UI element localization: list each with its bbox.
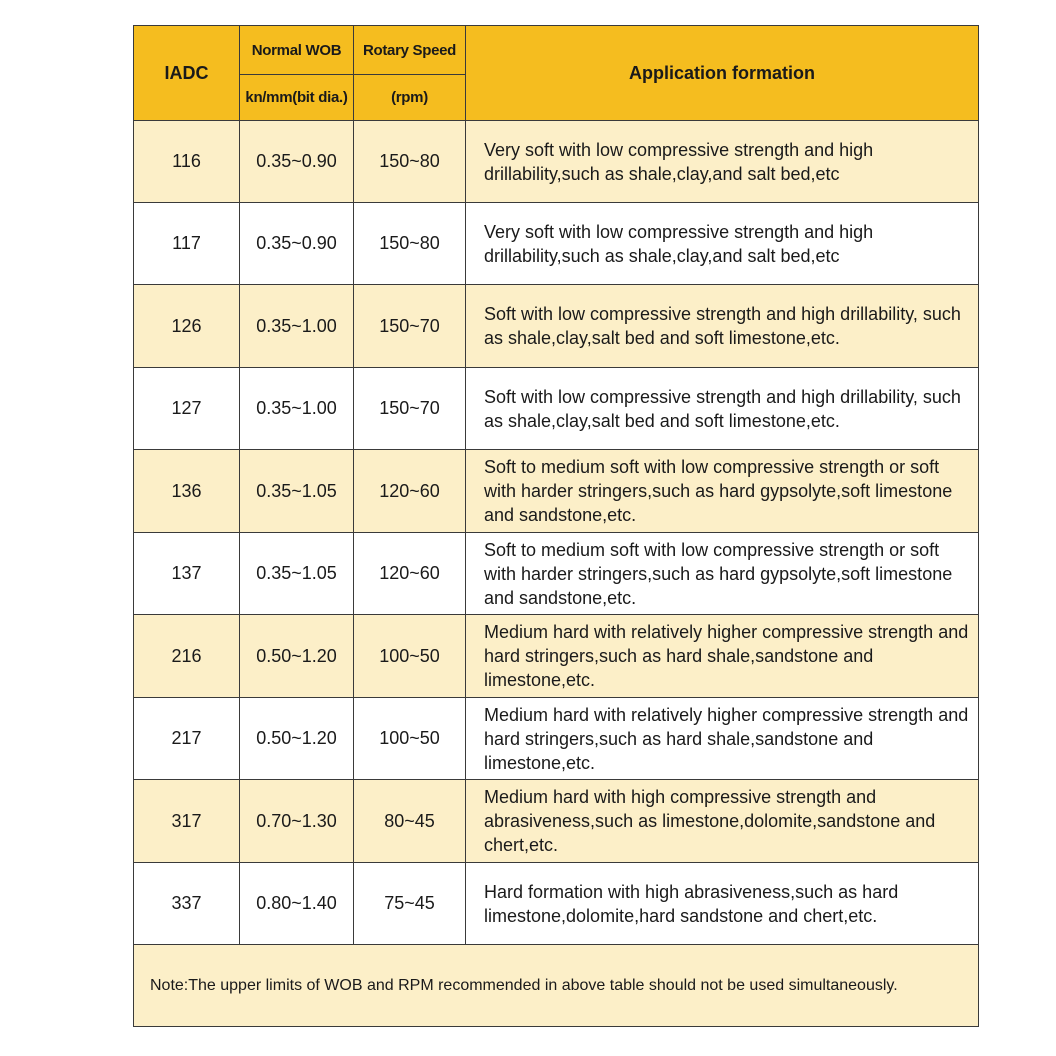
iadc-code: 337 [134,863,240,945]
rpm-value: 80~45 [354,780,466,863]
table-row [134,203,979,285]
table-row [134,368,979,450]
application-text: Medium hard with relatively higher compressive strength and hard stringers,such as hard shale,sandstone and limestone,etc. [466,698,979,780]
iadc-code: 136 [134,450,240,533]
application-text: Soft to medium soft with low compressive strength or soft with harder stringers,such as hard gypsolyte,soft limestone and sandstone,etc. [466,533,979,615]
header-rotary-speed: Rotary Speed [354,26,466,75]
header-speed-unit: (rpm) [354,75,466,121]
wob-value: 0.35~1.00 [240,285,354,368]
wob-value: 0.35~1.05 [240,450,354,533]
iadc-code: 137 [134,533,240,615]
iadc-code: 116 [134,121,240,203]
rpm-value: 150~70 [354,285,466,368]
wob-value: 0.35~0.90 [240,121,354,203]
table-note: Note:The upper limits of WOB and RPM recommended in above table should not be used simultaneously. [134,945,979,1027]
table-row [134,533,979,615]
drill-bit-spec-table [133,25,979,1027]
iadc-code: 127 [134,368,240,450]
application-text: Medium hard with high compressive strength and abrasiveness,such as limestone,dolomite,sandstone and chert,etc. [466,780,979,863]
application-text: Medium hard with relatively higher compressive strength and hard stringers,such as hard shale,sandstone and limestone,etc. [466,615,979,698]
application-text: Hard formation with high abrasiveness,such as hard limestone,dolomite,hard sandstone and chert,etc. [466,863,979,945]
table-row [134,780,979,863]
rpm-value: 100~50 [354,698,466,780]
iadc-code: 217 [134,698,240,780]
application-text: Soft with low compressive strength and high drillability, such as shale,clay,salt bed and soft limestone,etc. [466,285,979,368]
header-normal-wob: Normal WOB [240,26,354,75]
table-row [134,615,979,698]
iadc-code: 126 [134,285,240,368]
application-text: Very soft with low compressive strength and high drillability,such as shale,clay,and salt bed,etc [466,203,979,285]
table-row [134,285,979,368]
application-text: Soft to medium soft with low compressive strength or soft with harder stringers,such as hard gypsolyte,soft limestone and sandstone,etc. [466,450,979,533]
iadc-code: 117 [134,203,240,285]
header-wob-unit: kn/mm(bit dia.) [240,75,354,121]
rpm-value: 150~80 [354,203,466,285]
wob-value: 0.80~1.40 [240,863,354,945]
wob-value: 0.70~1.30 [240,780,354,863]
rpm-value: 150~70 [354,368,466,450]
wob-value: 0.35~1.05 [240,533,354,615]
table-row [134,698,979,780]
wob-value: 0.35~0.90 [240,203,354,285]
iadc-code: 216 [134,615,240,698]
header-iadc: IADC [134,26,240,121]
note-row [134,945,979,1027]
rpm-value: 75~45 [354,863,466,945]
rpm-value: 100~50 [354,615,466,698]
table-row [134,863,979,945]
wob-value: 0.50~1.20 [240,615,354,698]
rpm-value: 150~80 [354,121,466,203]
rpm-value: 120~60 [354,450,466,533]
header-application-formation: Application formation [466,26,979,121]
iadc-code: 317 [134,780,240,863]
table-row [134,450,979,533]
wob-value: 0.35~1.00 [240,368,354,450]
table-row [134,121,979,203]
rpm-value: 120~60 [354,533,466,615]
wob-value: 0.50~1.20 [240,698,354,780]
application-text: Soft with low compressive strength and high drillability, such as shale,clay,salt bed and soft limestone,etc. [466,368,979,450]
application-text: Very soft with low compressive strength and high drillability,such as shale,clay,and salt bed,etc [466,121,979,203]
